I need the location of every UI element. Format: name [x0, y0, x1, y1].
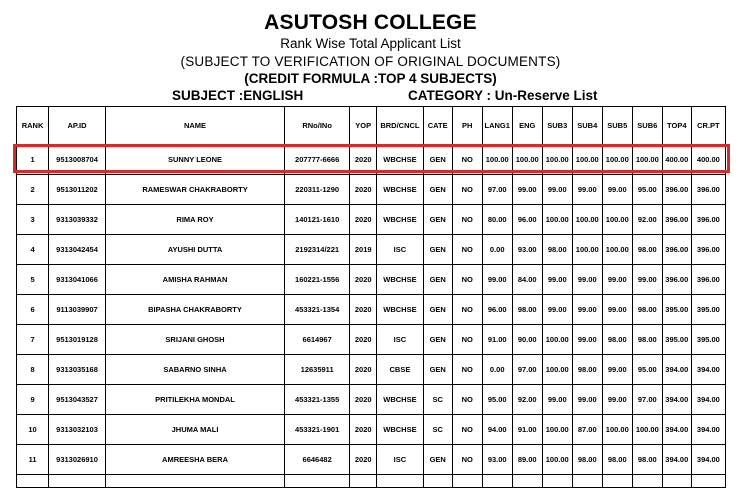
- table-cell: RAMESWAR CHAKRABORTY: [106, 175, 285, 205]
- table-cell: WBCHSE: [377, 145, 424, 175]
- table-cell: 9313032103: [49, 415, 106, 445]
- table-cell: 100.00: [602, 415, 632, 445]
- table-cell: GEN: [423, 175, 452, 205]
- table-cell: 92.00: [632, 205, 662, 235]
- column-header: RNo/INo: [285, 107, 350, 145]
- table-cell: 140121-1610: [285, 205, 350, 235]
- table-cell: 80.00: [482, 205, 512, 235]
- table-cell: 9513008704: [49, 145, 106, 175]
- table-cell: 98.00: [602, 445, 632, 475]
- column-header: TOP4: [662, 107, 691, 145]
- table-row: [17, 235, 726, 265]
- table-cell: 6646482: [285, 445, 350, 475]
- subject-label: SUBJECT :ENGLISH: [172, 88, 304, 103]
- table-cell: 99.00: [602, 265, 632, 295]
- table-cell: 394.00: [662, 445, 691, 475]
- table-cell: 453321-1901: [285, 415, 350, 445]
- table-row: [17, 385, 726, 415]
- table-cell: 396.00: [691, 235, 725, 265]
- table-row: [17, 295, 726, 325]
- table-cell: 97.00: [512, 355, 542, 385]
- table-cell: 394.00: [691, 415, 725, 445]
- table-cell: 453321-1354: [285, 295, 350, 325]
- column-header: CATE: [423, 107, 452, 145]
- column-header: NAME: [106, 107, 285, 145]
- table-cell: 99.00: [542, 385, 572, 415]
- college-title: ASUTOSH COLLEGE: [264, 11, 477, 34]
- table-cell: 100.00: [542, 355, 572, 385]
- table-cell: 95.00: [632, 355, 662, 385]
- table-cell: WBCHSE: [377, 295, 424, 325]
- rank-table: [16, 106, 726, 488]
- table-cell: ISC: [377, 445, 424, 475]
- table-cell: GEN: [423, 325, 452, 355]
- table-cell: 93.00: [482, 445, 512, 475]
- table-cell: 99.00: [572, 325, 602, 355]
- table-cell: GEN: [423, 355, 452, 385]
- table-cell: 9513043527: [49, 385, 106, 415]
- table-cell: 91.00: [512, 415, 542, 445]
- table-cell: 98.00: [542, 235, 572, 265]
- table-cell: 100.00: [542, 445, 572, 475]
- table-cell: 6: [17, 295, 49, 325]
- column-header: RANK: [17, 107, 49, 145]
- table-cell: NO: [452, 385, 482, 415]
- table-cell: GEN: [423, 265, 452, 295]
- table-cell: 394.00: [662, 415, 691, 445]
- table-cell: NO: [452, 235, 482, 265]
- table-cell: 100.00: [542, 205, 572, 235]
- table-cell: 2020: [350, 325, 377, 355]
- table-cell: SC: [423, 415, 452, 445]
- table-cell: 98.00: [632, 235, 662, 265]
- table-cell: 97.00: [632, 385, 662, 415]
- table-cell: GEN: [423, 445, 452, 475]
- table-cell: 99.00: [632, 265, 662, 295]
- table-cell: 99.00: [572, 175, 602, 205]
- table-cell: AMREESHA BERA: [106, 445, 285, 475]
- table-cell: 96.00: [512, 205, 542, 235]
- table-cell: 100.00: [632, 415, 662, 445]
- table-cell: 2020: [350, 205, 377, 235]
- table-cell: 93.00: [512, 235, 542, 265]
- table-row: [17, 415, 726, 445]
- column-header: PH: [452, 107, 482, 145]
- table-row: [17, 175, 726, 205]
- table-cell: 394.00: [691, 445, 725, 475]
- table-cell: 2020: [350, 295, 377, 325]
- table-cell: 395.00: [662, 295, 691, 325]
- table-cell: 100.00: [542, 145, 572, 175]
- table-row: [17, 205, 726, 235]
- table-cell: 0.00: [482, 235, 512, 265]
- table-cell: 99.00: [542, 265, 572, 295]
- table-cell: AYUSHI DUTTA: [106, 235, 285, 265]
- table-cell: 100.00: [602, 145, 632, 175]
- table-cell: 2020: [350, 415, 377, 445]
- table-cell: 2020: [350, 145, 377, 175]
- table-cell: 395.00: [691, 295, 725, 325]
- table-cell: 99.00: [512, 175, 542, 205]
- table-cell: SRIJANI GHOSH: [106, 325, 285, 355]
- table-cell: CBSE: [377, 355, 424, 385]
- table-cell: NO: [452, 265, 482, 295]
- table-cell: SC: [423, 385, 452, 415]
- table-cell: GEN: [423, 205, 452, 235]
- table-cell: 8: [17, 355, 49, 385]
- table-cell: 2: [17, 175, 49, 205]
- table-cell: 395.00: [691, 325, 725, 355]
- table-cell: 89.00: [512, 445, 542, 475]
- table-cell: 9313042454: [49, 235, 106, 265]
- table-cell: JHUMA MALI: [106, 415, 285, 445]
- table-cell: ISC: [377, 235, 424, 265]
- table-cell: 220311-1290: [285, 175, 350, 205]
- table-cell: 2020: [350, 355, 377, 385]
- table-cell: 396.00: [691, 265, 725, 295]
- table-cell: 9513019128: [49, 325, 106, 355]
- table-cell: 97.00: [482, 175, 512, 205]
- verification-note: (SUBJECT TO VERIFICATION OF ORIGINAL DOCUMENTS): [180, 54, 561, 69]
- table-cell: WBCHSE: [377, 415, 424, 445]
- table-cell: 100.00: [572, 145, 602, 175]
- table-cell: 10: [17, 415, 49, 445]
- table-cell: 400.00: [691, 145, 725, 175]
- table-cell: 92.00: [512, 385, 542, 415]
- table-cell: NO: [452, 295, 482, 325]
- table-cell: 1: [17, 145, 49, 175]
- table-cell: 394.00: [691, 355, 725, 385]
- table-cell: WBCHSE: [377, 385, 424, 415]
- table-cell: 396.00: [662, 265, 691, 295]
- table-cell: 98.00: [632, 445, 662, 475]
- table-cell: NO: [452, 175, 482, 205]
- table-cell: 87.00: [572, 415, 602, 445]
- table-cell: 100.00: [602, 205, 632, 235]
- table-cell: 400.00: [662, 145, 691, 175]
- column-header: SUB3: [542, 107, 572, 145]
- table-cell: ISC: [377, 325, 424, 355]
- table-cell: 396.00: [662, 175, 691, 205]
- table-cell: 99.00: [602, 385, 632, 415]
- table-cell: 9513011202: [49, 175, 106, 205]
- table-cell: 99.00: [482, 265, 512, 295]
- table-cell: 98.00: [602, 325, 632, 355]
- table-row: [17, 325, 726, 355]
- table-cell: 2192314/221: [285, 235, 350, 265]
- table-cell: 207777-6666: [285, 145, 350, 175]
- table-cell: 9313026910: [49, 445, 106, 475]
- table-cell: 90.00: [512, 325, 542, 355]
- table-header-row: [17, 107, 726, 145]
- table-cell: NO: [452, 145, 482, 175]
- table-row: [17, 265, 726, 295]
- table-cell: 99.00: [572, 385, 602, 415]
- table-cell: 99.00: [572, 295, 602, 325]
- column-header: AP.ID: [49, 107, 106, 145]
- table-cell: 396.00: [662, 235, 691, 265]
- table-cell: 395.00: [662, 325, 691, 355]
- table-row: [17, 445, 726, 475]
- table-cell: 98.00: [572, 445, 602, 475]
- table-cell: 98.00: [512, 295, 542, 325]
- table-cell: 100.00: [572, 205, 602, 235]
- column-header: CR.PT: [691, 107, 725, 145]
- table-cell: 99.00: [572, 265, 602, 295]
- table-cell: 394.00: [662, 355, 691, 385]
- table-cell: 96.00: [482, 295, 512, 325]
- table-cell: 2020: [350, 385, 377, 415]
- table-cell: PRITILEKHA MONDAL: [106, 385, 285, 415]
- table-cell: 396.00: [691, 175, 725, 205]
- table-cell: NO: [452, 355, 482, 385]
- table-cell: GEN: [423, 295, 452, 325]
- table-cell: NO: [452, 415, 482, 445]
- table-cell: WBCHSE: [377, 175, 424, 205]
- table-cell: NO: [452, 205, 482, 235]
- table-cell: 394.00: [691, 385, 725, 415]
- table-cell: 95.00: [482, 385, 512, 415]
- table-cell: 99.00: [602, 355, 632, 385]
- table-cell: 100.00: [512, 145, 542, 175]
- table-cell: WBCHSE: [377, 205, 424, 235]
- table-cell: 7: [17, 325, 49, 355]
- table-cell: 394.00: [662, 385, 691, 415]
- table-cell: BIPASHA CHAKRABORTY: [106, 295, 285, 325]
- table-cell: 2019: [350, 235, 377, 265]
- table-cell: NO: [452, 445, 482, 475]
- list-subtitle: Rank Wise Total Applicant List: [280, 36, 461, 51]
- column-header: LANG1: [482, 107, 512, 145]
- table-cell: 9313035168: [49, 355, 106, 385]
- table-cell: 100.00: [482, 145, 512, 175]
- column-header: SUB4: [572, 107, 602, 145]
- table-cell: 5: [17, 265, 49, 295]
- table-cell: 98.00: [632, 295, 662, 325]
- table-row: [17, 355, 726, 385]
- table-cell: SUNNY LEONE: [106, 145, 285, 175]
- table-cell: 98.00: [632, 325, 662, 355]
- table-cell: 453321-1355: [285, 385, 350, 415]
- table-cell: 2020: [350, 265, 377, 295]
- table-cell: 99.00: [602, 175, 632, 205]
- table-cell: 84.00: [512, 265, 542, 295]
- table-cell: 100.00: [602, 235, 632, 265]
- column-header: SUB6: [632, 107, 662, 145]
- table-cell: 0.00: [482, 355, 512, 385]
- table-cell: 100.00: [542, 325, 572, 355]
- table-cell: 12635911: [285, 355, 350, 385]
- table-cell: AMISHA RAHMAN: [106, 265, 285, 295]
- table-cell: 396.00: [662, 205, 691, 235]
- table-cell: GEN: [423, 145, 452, 175]
- table-cell: 100.00: [542, 415, 572, 445]
- table-cell: 98.00: [572, 355, 602, 385]
- column-header: SUB5: [602, 107, 632, 145]
- table-cell: 11: [17, 445, 49, 475]
- table-cell: 95.00: [632, 175, 662, 205]
- table-cell: SABARNO SINHA: [106, 355, 285, 385]
- table-cell: 3: [17, 205, 49, 235]
- table-cell: NO: [452, 325, 482, 355]
- table-cell: 2020: [350, 175, 377, 205]
- column-header: YOP: [350, 107, 377, 145]
- table-cell: 9313039332: [49, 205, 106, 235]
- table-cell: 94.00: [482, 415, 512, 445]
- table-cell: 100.00: [632, 145, 662, 175]
- table-cell: 160221-1556: [285, 265, 350, 295]
- table-cell: 99.00: [602, 295, 632, 325]
- table-cell: 91.00: [482, 325, 512, 355]
- table-cell: 99.00: [542, 175, 572, 205]
- category-label: CATEGORY : Un-Reserve List: [408, 88, 598, 103]
- table-cell: 9: [17, 385, 49, 415]
- table-cell: 9313041066: [49, 265, 106, 295]
- table-cell: 2020: [350, 445, 377, 475]
- column-header: ENG: [512, 107, 542, 145]
- table-row: [17, 145, 726, 175]
- table-cell: 4: [17, 235, 49, 265]
- table-cell: WBCHSE: [377, 265, 424, 295]
- table-cell: GEN: [423, 235, 452, 265]
- table-cell: 6614967: [285, 325, 350, 355]
- table-cell: 100.00: [572, 235, 602, 265]
- credit-formula: (CREDIT FORMULA :TOP 4 SUBJECTS): [244, 71, 497, 86]
- column-header: BRD/CNCL: [377, 107, 424, 145]
- table-cell: 99.00: [542, 295, 572, 325]
- table-cell: 9113039907: [49, 295, 106, 325]
- table-cell: 396.00: [691, 205, 725, 235]
- table-cell: RIMA ROY: [106, 205, 285, 235]
